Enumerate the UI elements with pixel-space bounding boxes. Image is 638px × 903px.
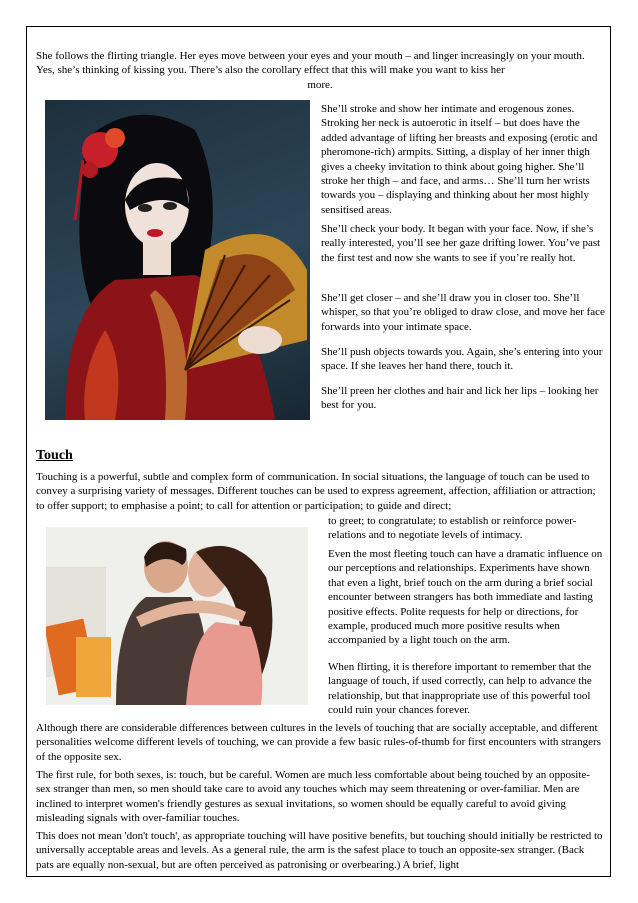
couple-image [46,527,308,705]
paragraph: She’ll check your body. It began with your face. Now, if she’s really interested, you’ll see her gaze drifting lower. You’ve past the first test and now she wants to see if you’re really hot. [321,223,601,264]
touch-paragraph: Although there are considerable differences between cultures in the levels of touching that are socially acceptable, and different personalities welcome different levels of touching, we can provide a few basic rules-of-thumb for first encounters with strangers of the opposite sex. [36,722,601,763]
touch-paragraph: This does not mean 'don't touch', as appropriate touching will have positive benefits, but touching should initially be restricted to universally acceptable areas and levels. As a general rule, the arm is the safest place to touch an opposite-sex stranger. (Back pats are equally non-sexual, but are often perceived as patronising or overbearing.) A brief, light [36,830,603,871]
touch-paragraph: The first rule, for both sexes, is: touch, but be careful. Women are much less comfortable about being touched by an opposite-sex stranger than men, so men should take care to avoid any touches which may seem threatening or over-familiar. Men are inclined to interpret women's friendly gestures as sexual invitations, so women should be equally careful to avoid giving misleading signals with over-familiar touches. [36,769,590,825]
geisha-image [45,100,310,420]
touch-intro-paragraph: Touching is a powerful, subtle and complex form of communication. In social situations, the language of touch can be used to convey a surprising variety of messages. Different touches can be used to express agreement, affection, affiliation or attraction; to offer support; to emphasise a point; to call for attention or participation; to guide and direct; [36,471,596,512]
section-heading-touch: Touch [36,448,73,463]
paragraph: She’ll preen her clothes and hair and lick her lips – looking her best for you. [321,385,599,412]
touch-paragraph: When flirting, it is therefore important to remember that the language of touch, if used correctly, can help to advance the relationship, but that inappropriate use of this powerful tool could ruin your chances forever. [328,661,592,717]
paragraph: She’ll get closer – and she’ll draw you in closer too. She’ll whisper, so that you’re obliged to draw close, and move her face forwards into your intimate space. [321,292,605,333]
paragraph: She’ll push objects towards you. Again, she’s entering into your space. If she leaves her hand there, touch it. [321,346,603,373]
paragraph: She’ll stroke and show her intimate and erogenous zones. Stroking her neck is autoerotic in itself – but does have the added advantage of lifting her breasts and exposing (erotic and pheromone-rich) armpits. Sitting, a display of her inner thigh gives a cheeky invitation to think about going higher. She’ll stroke her thigh – and face, and arms… She’ll turn her wrists towards you – displaying and thinking about her most highly sensitised areas. [321,103,598,216]
intro-paragraph: She follows the flirting triangle. Her eyes move between your eyes and your mouth – and linger increasingly on your mouth. Yes, she’s thinking of kissing you. There’s also the corollary effect that this will make you want to kiss her [36,50,585,77]
intro-paragraph-end: more. [307,79,333,91]
touch-paragraph: Even the most fleeting touch can have a dramatic influence on our perceptions and relationships. Experiments have shown that even a light, brief touch on the arm during a brief social encounter between strangers has both immediate and lasting positive effects. Polite requests for help or directions, for example, produced much more positive results when accompanied by a light touch on the arm. [328,548,603,647]
touch-continued-text: to greet; to congratulate; to establish or reinforce power-relations and to negotiate levels of intimacy. [328,515,577,542]
